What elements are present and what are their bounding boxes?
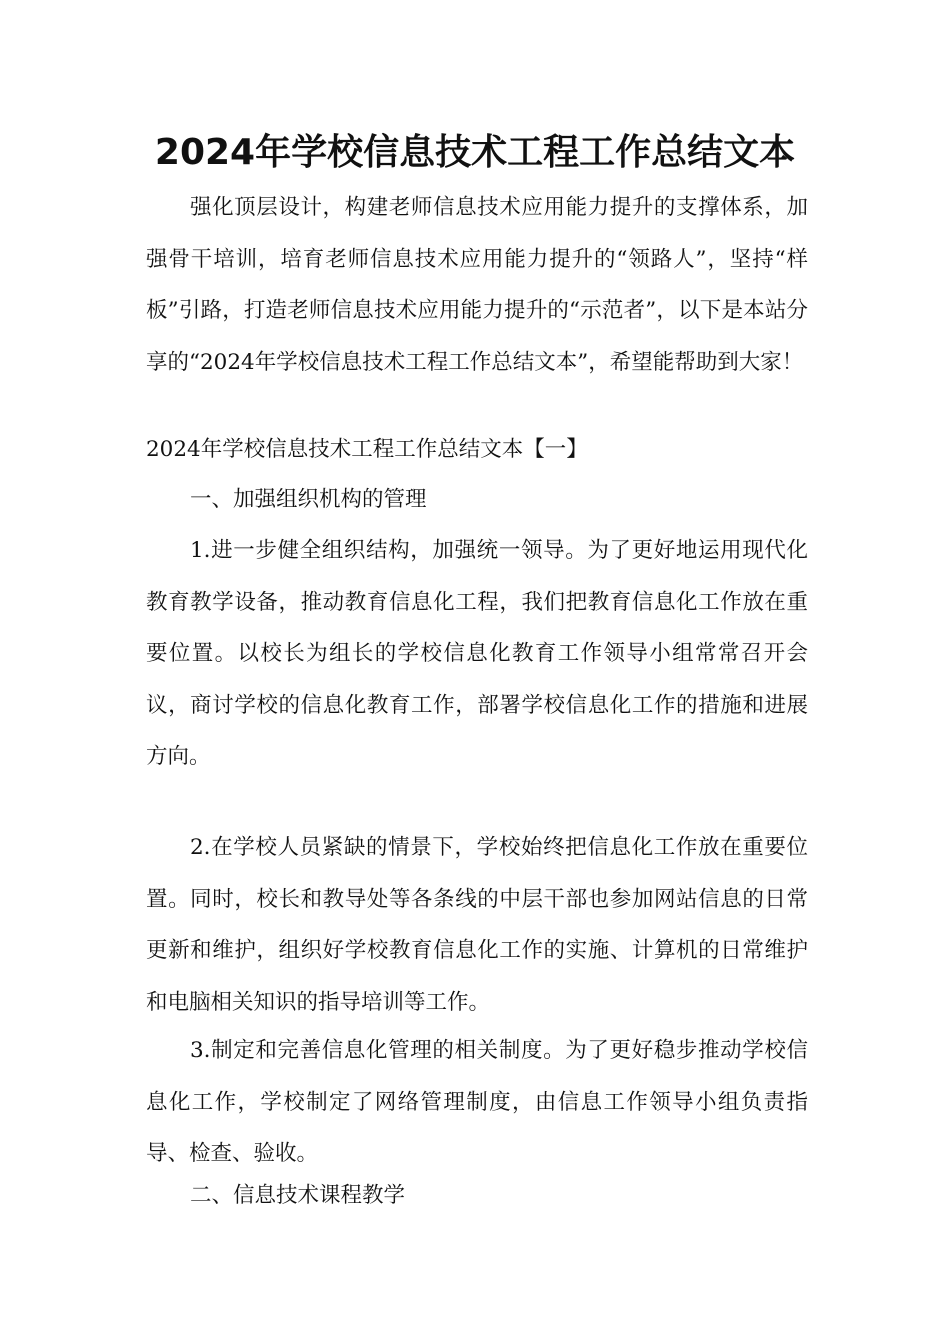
- paragraph-3: 3.制定和完善信息化管理的相关制度。为了更好稳步推动学校信息化工作，学校制定了网络管理制度，由信息工作领导小组负责指导、检查、验收。: [146, 1038, 808, 1166]
- heading-organization: 一、加强组织机构的管理: [190, 487, 427, 512]
- paragraph-2: 2.在学校人员紧缺的情景下，学校始终把信息化工作放在重要位置。同时，校长和教导处等各条线的中层干部也参加网站信息的日常更新和维护，组织好学校教育信息化工作的实施、计算机的日常维护和电脑相关知识的指导培训等工作。: [146, 835, 808, 1015]
- heading-course-teaching: 二、信息技术课程教学: [190, 1183, 406, 1208]
- section-title: 2024年学校信息技术工程工作总结文本【一】: [146, 437, 588, 462]
- document-title: 2024年学校信息技术工程工作总结文本: [154, 132, 796, 173]
- paragraph-1: 1.进一步健全组织结构，加强统一领导。为了更好地运用现代化教育教学设备，推动教育信息化工程，我们把教育信息化工作放在重要位置。以校长为组长的学校信息化教育工作领导小组常常召开会议，商讨学校的信息化教育工作，部署学校信息化工作的措施和进展方向。: [146, 538, 808, 769]
- intro-paragraph: 强化顶层设计，构建老师信息技术应用能力提升的支撑体系，加强骨干培训，培育老师信息技术应用能力提升的“领路人”，坚持“样板”引路，打造老师信息技术应用能力提升的“示范者”，以下是本站分享的“2024年学校信息技术工程工作总结文本”，希望能帮助到大家！: [146, 195, 808, 375]
